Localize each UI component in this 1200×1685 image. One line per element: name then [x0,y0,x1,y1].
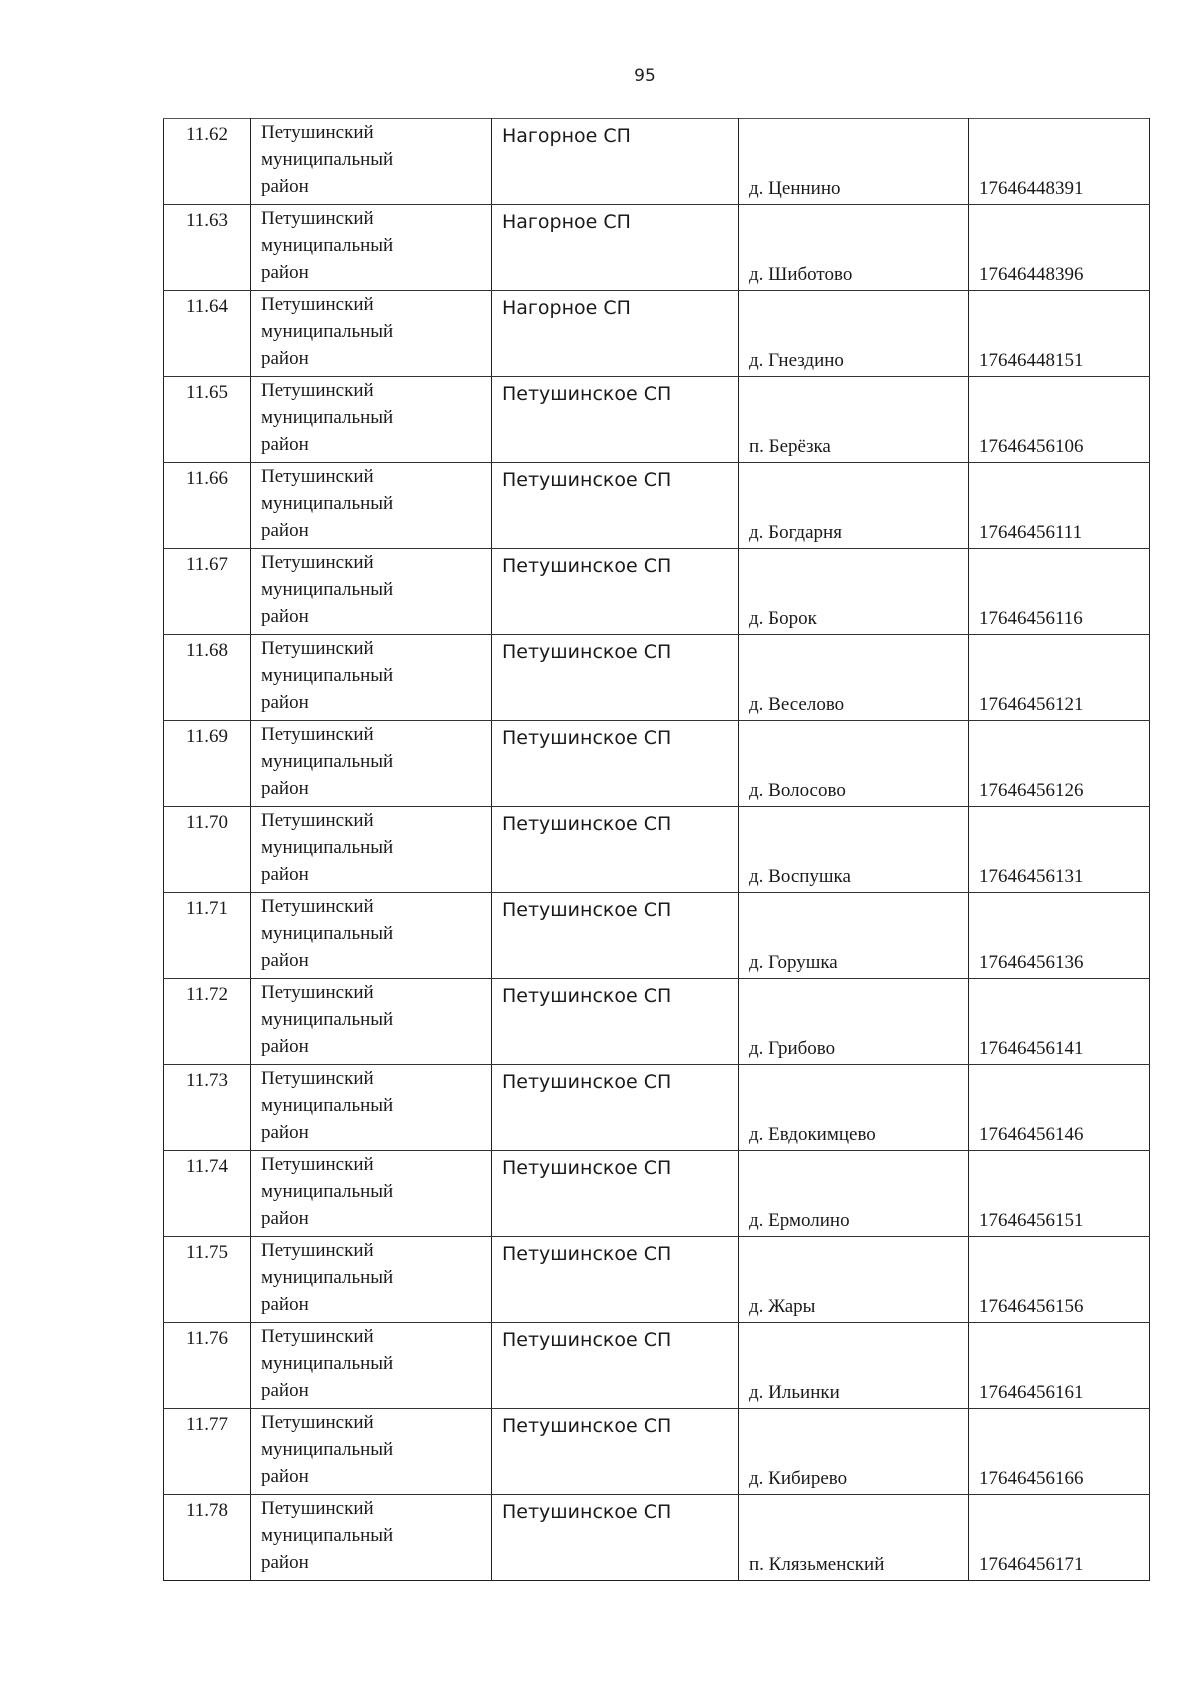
table-row [164,1065,1150,1151]
district-line: Петушинский [261,1326,374,1347]
settlement-cell: Нагорное СП [492,291,739,377]
district-line: район [261,1122,309,1143]
district-cell [251,979,492,1065]
locality-cell: д. Грибово [739,979,969,1065]
district-line: район [261,692,309,713]
oktmo-code-cell: 17646448391 [969,119,1150,205]
settlement-cell: Петушинское СП [492,463,739,549]
district-line: муниципальный [261,149,394,170]
oktmo-code-cell: 17646456116 [969,549,1150,635]
district-line: Петушинский [261,1498,374,1519]
district-line: Петушинский [261,638,374,659]
settlement-cell: Петушинское СП [492,893,739,979]
locality-cell: д. Ильинки [739,1323,969,1409]
oktmo-code-cell: 17646456131 [969,807,1150,893]
oktmo-code-cell: 17646456126 [969,721,1150,807]
oktmo-code-cell: 17646456141 [969,979,1150,1065]
district-line: район [261,262,309,283]
locality-cell: д. Шиботово [739,205,969,291]
district-line: муниципальный [261,1525,394,1546]
settlement-cell: Петушинское СП [492,635,739,721]
district-line: район [261,950,309,971]
row-number-cell: 11.74 [164,1151,251,1237]
settlement-cell: Петушинское СП [492,1237,739,1323]
settlement-cell: Петушинское СП [492,979,739,1065]
oktmo-code-cell: 17646448396 [969,205,1150,291]
district-cell [251,119,492,205]
district-line: район [261,864,309,885]
district-line: Петушинский [261,552,374,573]
table-row [164,1409,1150,1495]
row-number-cell: 11.77 [164,1409,251,1495]
district-line: Петушинский [261,1068,374,1089]
oktmo-code-cell: 17646456151 [969,1151,1150,1237]
district-cell [251,549,492,635]
settlement-cell: Петушинское СП [492,1151,739,1237]
district-line: муниципальный [261,923,394,944]
table-row [164,1495,1150,1581]
table-row [164,1237,1150,1323]
district-line: Петушинский [261,466,374,487]
district-line: район [261,520,309,541]
district-cell [251,291,492,377]
settlement-cell: Петушинское СП [492,1409,739,1495]
district-line: район [261,1380,309,1401]
district-cell [251,807,492,893]
table-row [164,979,1150,1065]
locality-cell: д. Жары [739,1237,969,1323]
district-line: муниципальный [261,1181,394,1202]
table-row [164,549,1150,635]
district-line: Петушинский [261,1240,374,1261]
settlement-cell: Нагорное СП [492,119,739,205]
table-row [164,463,1150,549]
district-cell [251,893,492,979]
oktmo-code-cell: 17646456111 [969,463,1150,549]
table-row [164,721,1150,807]
row-number-cell: 11.67 [164,549,251,635]
district-line: Петушинский [261,380,374,401]
locality-cell: д. Кибирево [739,1409,969,1495]
district-line: район [261,434,309,455]
locality-cell: д. Ермолино [739,1151,969,1237]
page-number: 95 [634,66,656,86]
district-line: Петушинский [261,724,374,745]
table-row [164,635,1150,721]
table-body [164,119,1150,1581]
district-cell [251,721,492,807]
district-cell [251,205,492,291]
district-cell [251,1409,492,1495]
district-line: район [261,1208,309,1229]
locality-cell: д. Волосово [739,721,969,807]
district-line: Петушинский [261,982,374,1003]
district-line: Петушинский [261,294,374,315]
oktmo-code-cell: 17646456156 [969,1237,1150,1323]
district-line: район [261,348,309,369]
district-line: район [261,1552,309,1573]
district-cell [251,1065,492,1151]
settlement-cell: Петушинское СП [492,1495,739,1581]
district-line: Петушинский [261,122,374,143]
settlements-table [163,118,1150,1581]
district-line: район [261,778,309,799]
oktmo-code-cell: 17646448151 [969,291,1150,377]
row-number-cell: 11.76 [164,1323,251,1409]
settlement-cell: Петушинское СП [492,1323,739,1409]
settlement-cell: Петушинское СП [492,549,739,635]
table-row [164,119,1150,205]
locality-cell: д. Веселово [739,635,969,721]
oktmo-code-cell: 17646456106 [969,377,1150,463]
locality-cell: д. Борок [739,549,969,635]
district-line: муниципальный [261,1009,394,1030]
district-cell [251,463,492,549]
oktmo-code-cell: 17646456146 [969,1065,1150,1151]
district-line: муниципальный [261,321,394,342]
oktmo-code-cell: 17646456136 [969,893,1150,979]
district-line: муниципальный [261,407,394,428]
settlement-cell: Петушинское СП [492,807,739,893]
row-number-cell: 11.69 [164,721,251,807]
locality-cell: д. Богдарня [739,463,969,549]
settlement-cell: Нагорное СП [492,205,739,291]
row-number-cell: 11.62 [164,119,251,205]
locality-cell: п. Берёзка [739,377,969,463]
district-line: муниципальный [261,493,394,514]
table-row [164,1323,1150,1409]
table-row [164,205,1150,291]
row-number-cell: 11.63 [164,205,251,291]
district-line: Петушинский [261,1154,374,1175]
district-line: муниципальный [261,837,394,858]
row-number-cell: 11.66 [164,463,251,549]
settlement-cell: Петушинское СП [492,377,739,463]
district-line: муниципальный [261,1439,394,1460]
district-line: муниципальный [261,751,394,772]
district-line: Петушинский [261,208,374,229]
district-line: муниципальный [261,1353,394,1374]
district-line: Петушинский [261,896,374,917]
district-line: Петушинский [261,1412,374,1433]
table-row [164,377,1150,463]
district-line: район [261,176,309,197]
table-row [164,893,1150,979]
locality-cell: д. Гнездино [739,291,969,377]
oktmo-code-cell: 17646456121 [969,635,1150,721]
row-number-cell: 11.78 [164,1495,251,1581]
district-line: район [261,606,309,627]
locality-cell: д. Ценнино [739,119,969,205]
district-line: муниципальный [261,235,394,256]
district-line: район [261,1466,309,1487]
row-number-cell: 11.71 [164,893,251,979]
row-number-cell: 11.73 [164,1065,251,1151]
settlement-cell: Петушинское СП [492,721,739,807]
locality-cell: п. Клязьменский [739,1495,969,1581]
row-number-cell: 11.72 [164,979,251,1065]
locality-cell: д. Горушка [739,893,969,979]
oktmo-code-cell: 17646456166 [969,1409,1150,1495]
row-number-cell: 11.65 [164,377,251,463]
district-cell [251,377,492,463]
district-line: муниципальный [261,1095,394,1116]
district-line: муниципальный [261,1267,394,1288]
district-line: муниципальный [261,579,394,600]
table-row [164,807,1150,893]
table-row [164,291,1150,377]
row-number-cell: 11.64 [164,291,251,377]
locality-cell: д. Евдокимцево [739,1065,969,1151]
district-cell [251,1237,492,1323]
district-cell [251,1323,492,1409]
district-cell [251,1151,492,1237]
table-row [164,1151,1150,1237]
settlement-cell: Петушинское СП [492,1065,739,1151]
district-cell [251,635,492,721]
district-line: район [261,1294,309,1315]
district-cell [251,1495,492,1581]
locality-cell: д. Воспушка [739,807,969,893]
oktmo-code-cell: 17646456171 [969,1495,1150,1581]
row-number-cell: 11.70 [164,807,251,893]
row-number-cell: 11.75 [164,1237,251,1323]
row-number-cell: 11.68 [164,635,251,721]
district-line: район [261,1036,309,1057]
district-line: Петушинский [261,810,374,831]
oktmo-code-cell: 17646456161 [969,1323,1150,1409]
district-line: муниципальный [261,665,394,686]
